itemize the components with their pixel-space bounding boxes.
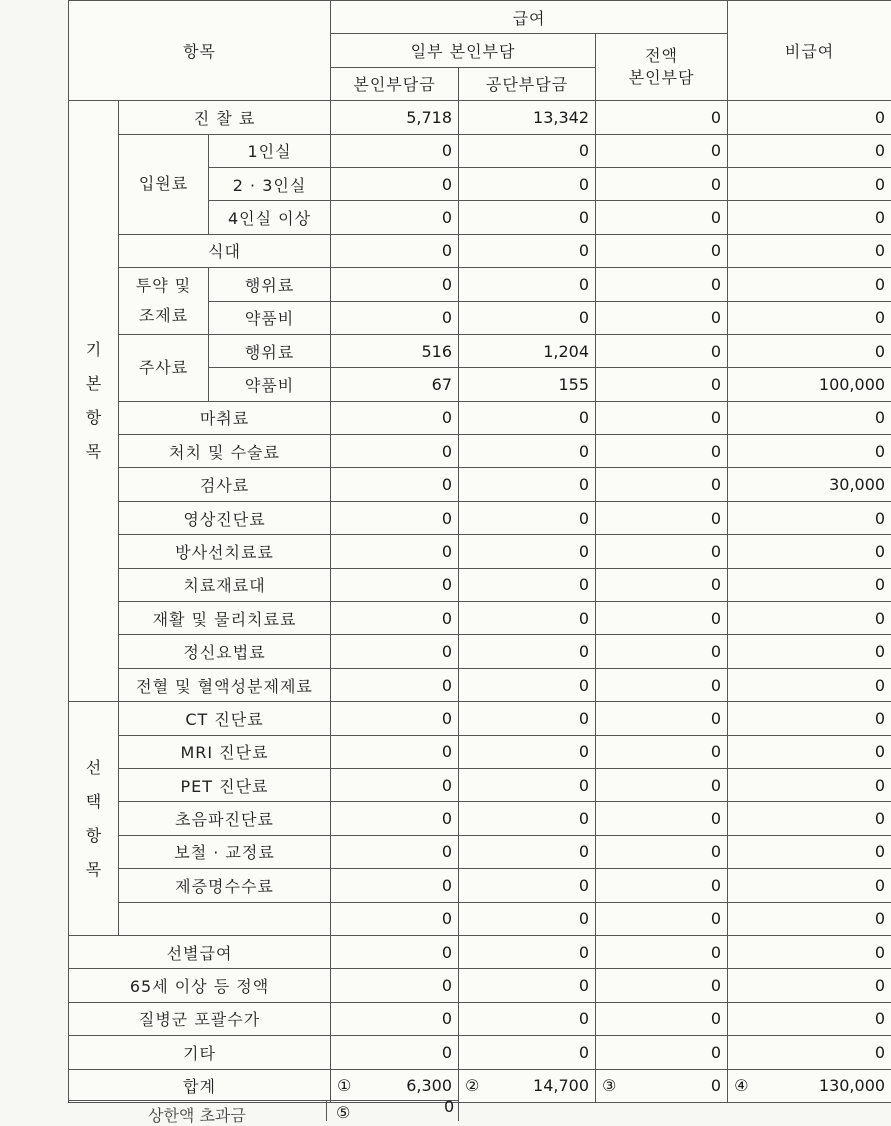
amount-d: 0 bbox=[728, 501, 891, 534]
row-label: 마취료 bbox=[119, 401, 331, 434]
amount-a: 0 bbox=[331, 1002, 459, 1035]
amount-b: 0 bbox=[459, 268, 596, 301]
amount-c: 0 bbox=[596, 768, 728, 801]
header-full-line2: 본인부담 bbox=[629, 68, 695, 87]
table-row bbox=[69, 735, 891, 768]
total-amount: 6,300 bbox=[406, 1076, 452, 1095]
amount-c: 0 bbox=[596, 969, 728, 1002]
amount-a: 516 bbox=[331, 334, 459, 367]
amount-a: 0 bbox=[331, 535, 459, 568]
amount-d: 0 bbox=[728, 835, 891, 868]
table-row bbox=[69, 568, 891, 601]
amount-b: 1,204 bbox=[459, 334, 596, 367]
amount-c: 0 bbox=[596, 668, 728, 701]
table-row bbox=[69, 234, 891, 267]
amount-a: 0 bbox=[331, 969, 459, 1002]
total-mark: ② bbox=[465, 1076, 479, 1095]
total-amount: 130,000 bbox=[819, 1076, 885, 1095]
amount-c: 0 bbox=[596, 802, 728, 835]
amount-a: 0 bbox=[331, 869, 459, 902]
amount-d: 0 bbox=[728, 435, 891, 468]
row-label: 방사선치료료 bbox=[119, 535, 331, 568]
amount-a: 0 bbox=[331, 902, 459, 935]
amount-a: 0 bbox=[331, 234, 459, 267]
row-label: 전혈 및 혈액성분제제료 bbox=[119, 668, 331, 701]
section-basic bbox=[69, 101, 119, 702]
amount-c: 0 bbox=[596, 468, 728, 501]
table-row bbox=[69, 101, 891, 134]
amount-b: 0 bbox=[459, 1036, 596, 1069]
total-label: 합계 bbox=[69, 1069, 331, 1102]
amount-b: 0 bbox=[459, 535, 596, 568]
row-label: 행위료 bbox=[209, 334, 331, 367]
amount-d: 0 bbox=[728, 802, 891, 835]
amount-c: 0 bbox=[596, 735, 728, 768]
amount-d: 0 bbox=[728, 902, 891, 935]
amount-c: 0 bbox=[596, 535, 728, 568]
amount-b: 0 bbox=[459, 935, 596, 968]
row-label: 4인실 이상 bbox=[209, 201, 331, 234]
amount-d: 0 bbox=[728, 668, 891, 701]
amount-b: 0 bbox=[459, 568, 596, 601]
group-dispense: 투약 및 조제료 bbox=[119, 268, 209, 335]
row-label bbox=[119, 902, 331, 935]
table-row bbox=[69, 802, 891, 835]
row-label: 행위료 bbox=[209, 268, 331, 301]
table-row bbox=[69, 635, 891, 668]
amount-c: 0 bbox=[596, 501, 728, 534]
header-noncovered: 비급여 bbox=[728, 1, 891, 101]
amount-b: 0 bbox=[459, 501, 596, 534]
header-item: 항목 bbox=[69, 1, 331, 101]
section-label: 선택항목 bbox=[85, 751, 103, 887]
amount-d: 0 bbox=[728, 201, 891, 234]
section-optional bbox=[69, 702, 119, 936]
amount-b: 0 bbox=[459, 1002, 596, 1035]
header-row-1 bbox=[69, 1, 891, 34]
row-label: PET 진단료 bbox=[119, 768, 331, 801]
row-label: 제증명수수료 bbox=[119, 869, 331, 902]
total-mark: ① bbox=[337, 1076, 351, 1095]
amount-b: 0 bbox=[459, 167, 596, 200]
table-row bbox=[69, 435, 891, 468]
table-row bbox=[69, 501, 891, 534]
amount-c: 0 bbox=[596, 568, 728, 601]
row-label: MRI 진단료 bbox=[119, 735, 331, 768]
amount-c: 0 bbox=[596, 134, 728, 167]
row-label: 질병군 포괄수가 bbox=[69, 1002, 331, 1035]
amount-d: 0 bbox=[728, 134, 891, 167]
table-row bbox=[69, 1002, 891, 1035]
amount-a: 0 bbox=[331, 935, 459, 968]
amount-c: 0 bbox=[596, 835, 728, 868]
row-label: 재활 및 물리치료료 bbox=[119, 602, 331, 635]
amount-a: 0 bbox=[331, 134, 459, 167]
amount-b: 0 bbox=[459, 802, 596, 835]
amount-c: 0 bbox=[596, 167, 728, 200]
amount-b: 0 bbox=[459, 668, 596, 701]
amount-b: 0 bbox=[459, 401, 596, 434]
header-insurer: 공단부담금 bbox=[459, 67, 596, 100]
amount-b: 0 bbox=[459, 969, 596, 1002]
amount-c: 0 bbox=[596, 435, 728, 468]
amount-d: 0 bbox=[728, 268, 891, 301]
amount-c: 0 bbox=[596, 301, 728, 334]
amount-a: 0 bbox=[331, 835, 459, 868]
total-d bbox=[728, 1069, 891, 1102]
amount-c: 0 bbox=[596, 368, 728, 401]
header-patient: 본인부담금 bbox=[331, 67, 459, 100]
amount-a: 0 bbox=[331, 468, 459, 501]
amount-a: 0 bbox=[331, 401, 459, 434]
amount-d: 0 bbox=[728, 869, 891, 902]
row-label: 선별급여 bbox=[69, 935, 331, 968]
amount-a: 0 bbox=[331, 702, 459, 735]
group-admission: 입원료 bbox=[119, 134, 209, 234]
amount-c: 0 bbox=[596, 935, 728, 968]
amount-a: 0 bbox=[331, 167, 459, 200]
total-c bbox=[596, 1069, 728, 1102]
table-row bbox=[69, 1036, 891, 1069]
row-label: 처치 및 수술료 bbox=[119, 435, 331, 468]
table-row bbox=[69, 535, 891, 568]
amount-c: 0 bbox=[596, 401, 728, 434]
row-label: 식대 bbox=[119, 234, 331, 267]
row-label: 보철 · 교정료 bbox=[119, 835, 331, 868]
amount-d: 0 bbox=[728, 702, 891, 735]
amount-b: 0 bbox=[459, 635, 596, 668]
amount-a: 0 bbox=[331, 602, 459, 635]
row-label: 진 찰 료 bbox=[119, 101, 331, 134]
row-label: CT 진단료 bbox=[119, 702, 331, 735]
amount-b: 0 bbox=[459, 435, 596, 468]
table-row bbox=[69, 935, 891, 968]
table-row bbox=[69, 835, 891, 868]
amount-d: 0 bbox=[728, 301, 891, 334]
amount-a: 0 bbox=[331, 568, 459, 601]
amount-d: 30,000 bbox=[728, 468, 891, 501]
amount-a: 0 bbox=[331, 802, 459, 835]
row-label: 기타 bbox=[69, 1036, 331, 1069]
amount-a: 0 bbox=[331, 501, 459, 534]
table-row bbox=[69, 668, 891, 701]
total-amount: 0 bbox=[711, 1076, 721, 1095]
row-label: 검사료 bbox=[119, 468, 331, 501]
tail-divider bbox=[458, 1101, 459, 1121]
amount-b: 0 bbox=[459, 201, 596, 234]
amount-c: 0 bbox=[596, 268, 728, 301]
row-label: 2 · 3인실 bbox=[209, 167, 331, 200]
amount-a: 0 bbox=[331, 668, 459, 701]
header-partial: 일부 본인부담 bbox=[331, 34, 596, 67]
amount-a: 0 bbox=[331, 268, 459, 301]
amount-a: 0 bbox=[331, 735, 459, 768]
row-label: 약품비 bbox=[209, 368, 331, 401]
table-row bbox=[69, 768, 891, 801]
table-row bbox=[69, 401, 891, 434]
table-row bbox=[69, 1069, 891, 1102]
amount-b: 0 bbox=[459, 301, 596, 334]
table-row bbox=[69, 334, 891, 367]
header-full-line1: 전액 bbox=[645, 46, 678, 65]
amount-a: 0 bbox=[331, 635, 459, 668]
total-amount: 14,700 bbox=[533, 1076, 589, 1095]
amount-b: 0 bbox=[459, 902, 596, 935]
cap-excess-value: 0 bbox=[444, 1097, 454, 1116]
table-row bbox=[69, 869, 891, 902]
amount-c: 0 bbox=[596, 234, 728, 267]
amount-c: 0 bbox=[596, 1036, 728, 1069]
total-mark: ③ bbox=[602, 1076, 616, 1095]
amount-b: 13,342 bbox=[459, 101, 596, 134]
table-row bbox=[69, 902, 891, 935]
total-mark: ④ bbox=[734, 1076, 748, 1095]
amount-d: 0 bbox=[728, 568, 891, 601]
amount-b: 0 bbox=[459, 835, 596, 868]
table-row bbox=[69, 602, 891, 635]
amount-b: 0 bbox=[459, 602, 596, 635]
amount-d: 0 bbox=[728, 768, 891, 801]
table-row bbox=[69, 468, 891, 501]
table-row bbox=[69, 134, 891, 167]
amount-d: 0 bbox=[728, 1002, 891, 1035]
amount-b: 0 bbox=[459, 234, 596, 267]
amount-a: 0 bbox=[331, 435, 459, 468]
tail-divider bbox=[326, 1101, 327, 1121]
amount-c: 0 bbox=[596, 201, 728, 234]
amount-d: 100,000 bbox=[728, 368, 891, 401]
amount-b: 0 bbox=[459, 134, 596, 167]
amount-a: 0 bbox=[331, 301, 459, 334]
amount-d: 0 bbox=[728, 735, 891, 768]
amount-a: 0 bbox=[331, 768, 459, 801]
row-label: 초음파진단료 bbox=[119, 802, 331, 835]
row-label: 정신요법료 bbox=[119, 635, 331, 668]
amount-c: 0 bbox=[596, 869, 728, 902]
amount-c: 0 bbox=[596, 902, 728, 935]
table-row bbox=[69, 969, 891, 1002]
amount-d: 0 bbox=[728, 935, 891, 968]
amount-c: 0 bbox=[596, 635, 728, 668]
group-injection: 주사료 bbox=[119, 334, 209, 401]
table-row bbox=[69, 268, 891, 301]
amount-a: 0 bbox=[331, 201, 459, 234]
amount-c: 0 bbox=[596, 101, 728, 134]
total-a bbox=[331, 1069, 459, 1102]
amount-d: 0 bbox=[728, 234, 891, 267]
row-label: 치료재료대 bbox=[119, 568, 331, 601]
row-label: 1인실 bbox=[209, 134, 331, 167]
amount-a: 5,718 bbox=[331, 101, 459, 134]
header-full bbox=[596, 34, 728, 101]
amount-d: 0 bbox=[728, 401, 891, 434]
amount-d: 0 bbox=[728, 602, 891, 635]
header-covered: 급여 bbox=[331, 1, 728, 34]
cap-excess-mark: ⑤ bbox=[336, 1103, 350, 1122]
amount-d: 0 bbox=[728, 101, 891, 134]
total-b bbox=[459, 1069, 596, 1102]
amount-b: 0 bbox=[459, 468, 596, 501]
receipt-form bbox=[68, 0, 891, 1120]
amount-b: 0 bbox=[459, 768, 596, 801]
row-label: 65세 이상 등 정액 bbox=[69, 969, 331, 1002]
amount-c: 0 bbox=[596, 334, 728, 367]
amount-b: 0 bbox=[459, 869, 596, 902]
cap-excess-row bbox=[68, 1100, 458, 1121]
amount-b: 155 bbox=[459, 368, 596, 401]
amount-a: 0 bbox=[331, 1036, 459, 1069]
amount-c: 0 bbox=[596, 1002, 728, 1035]
amount-d: 0 bbox=[728, 535, 891, 568]
amount-d: 0 bbox=[728, 969, 891, 1002]
table-row bbox=[69, 702, 891, 735]
amount-d: 0 bbox=[728, 635, 891, 668]
fee-table bbox=[68, 0, 891, 1103]
amount-b: 0 bbox=[459, 702, 596, 735]
amount-a: 67 bbox=[331, 368, 459, 401]
section-label: 기본항목 bbox=[85, 333, 103, 469]
amount-c: 0 bbox=[596, 602, 728, 635]
cap-excess-label: 상한액 초과금 bbox=[148, 1103, 246, 1126]
amount-d: 0 bbox=[728, 334, 891, 367]
amount-c: 0 bbox=[596, 702, 728, 735]
amount-b: 0 bbox=[459, 735, 596, 768]
row-label: 약품비 bbox=[209, 301, 331, 334]
amount-d: 0 bbox=[728, 1036, 891, 1069]
amount-d: 0 bbox=[728, 167, 891, 200]
row-label: 영상진단료 bbox=[119, 501, 331, 534]
